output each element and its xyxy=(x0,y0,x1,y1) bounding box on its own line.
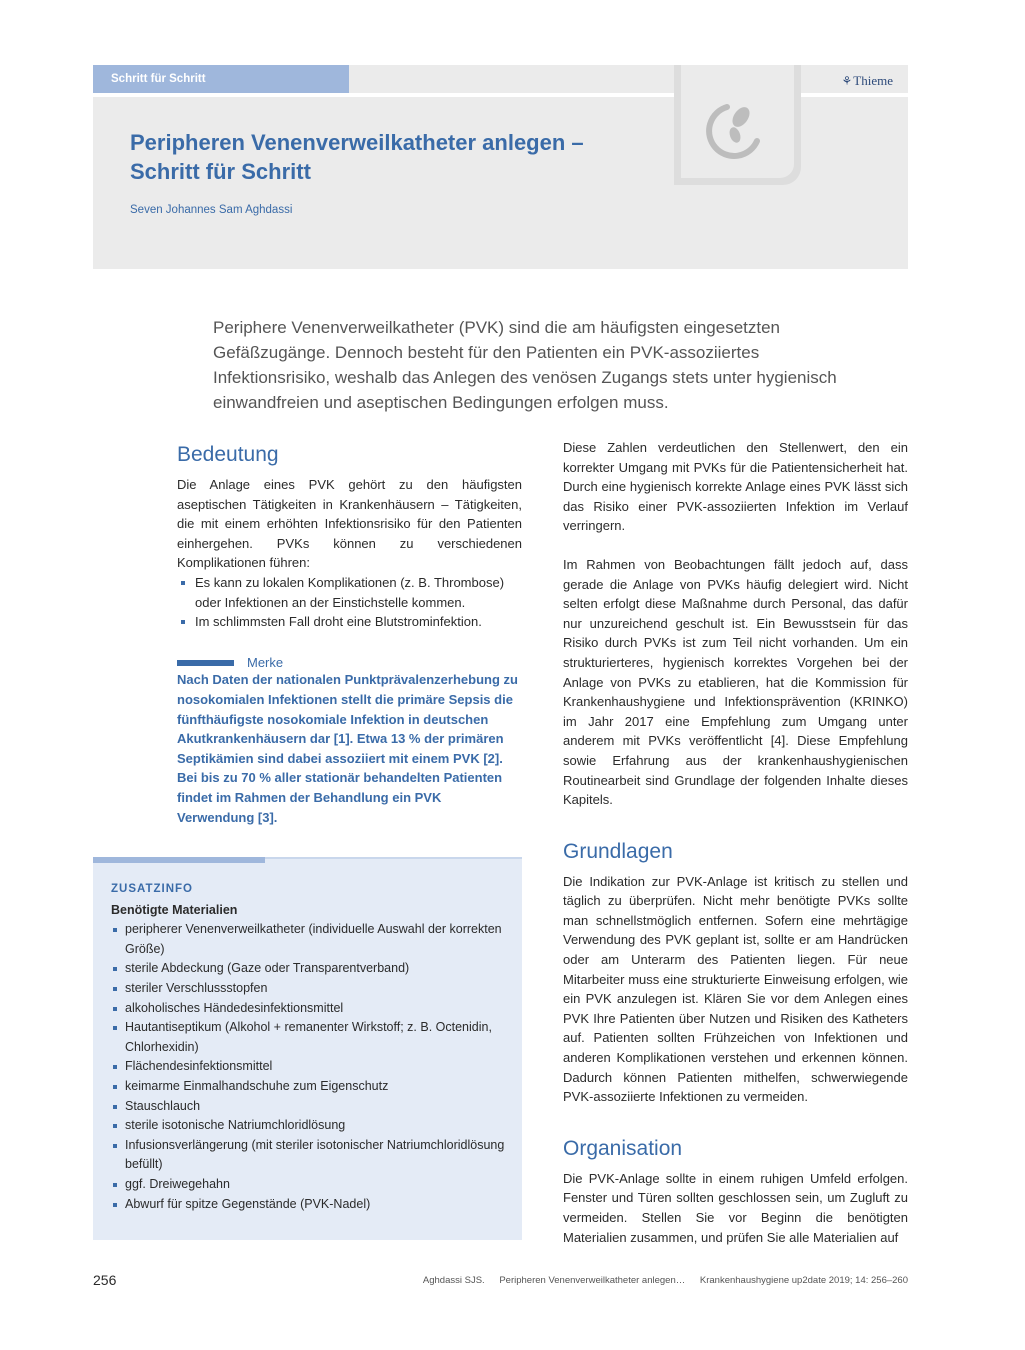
paragraph-grundlagen: Die Indikation zur PVK-Anlage ist kritisch zu stellen und täglich zu überprüfen. Nicht mehr benötigte PVKs sollte man schnellstmöglich entfernen. Sofern eine mehrtägige Verwendung des PVK geplant ist, sollte er am Handrücken oder am Unterarm des Patienten liegen. Für neue Mitarbeiter muss eine strukturierte Einweisung erfolgen, wie ein PVK anzulegen ist. Klären Sie vor dem Anlegen eines PVK Ihre Patienten über Nutzen und Risiken des Katheters auf. Patienten sollten Frühzeichen von Infektionen und anderen Komplikationen verstehen und erkennen können. Dadurch können Patienten mithelfen, schwerwiegende PVK-assoziierte Infektionen zu vermeiden. xyxy=(563,873,908,1105)
footer-citation xyxy=(423,1275,908,1286)
abstract: Periphere Venenverweilkatheter (PVK) sind die am häufigsten eingesetzten Gefäßzugänge. Dennoch besteht für den Patienten ein PVK-assoziiertes Infektionsrisiko, weshalb das Anlegen des venösen Zugangs stets unter hygienisch einwandfreien und aseptischen Bedingungen erfolgen muss. xyxy=(213,318,837,412)
info-box-accent xyxy=(93,857,265,863)
list-item: alkoholisches Händedesinfektionsmittel xyxy=(111,999,506,1019)
list-item: Es kann zu lokalen Komplikationen (z. B. Thrombose) oder Infektionen an der Einstichstelle kommen. xyxy=(177,573,522,612)
footsteps-icon xyxy=(705,101,767,161)
list-item: Im schlimmsten Fall droht eine Blutstrominfektion. xyxy=(177,612,522,632)
list-item: Flächendesinfektionsmittel xyxy=(111,1057,506,1077)
list-item: Stauschlauch xyxy=(111,1097,506,1117)
paragraph-beobachtungen: Im Rahmen von Beobachtungen fällt jedoch auf, dass gerade die Anlage von PVKs häufig delegiert wird. Nicht selten erfolgt diese Maßnahme durch Personal, das dafür nur unzureichend geschult ist. Ein Bewusstsein für das Risiko durch PVKs ist zum Teil nicht vorhanden. Um ein strukturierteres, hygienisch korrektes Vorgehen bei der Anlage von PVKs zu etablieren, hat die Kommission für Krankenhaushygiene und Infektionsprävention (KRINKO) im Jahr 2017 eine Empfehlung zum Umgang unter anderem mit PVKs veröffentlicht [4]. Diese Empfehlung sowie Erfahrung aus der krankenhaushygienischen Routinearbeit sind Grundlage der folgenden Inhalte dieses Kapitels. xyxy=(563,556,908,808)
logo-inner xyxy=(681,65,794,178)
publisher-name: Thieme xyxy=(853,73,893,88)
left-column xyxy=(177,442,522,827)
heading-grundlagen: Grundlagen xyxy=(563,839,673,863)
list-item: sterile isotonische Natriumchloridlösung xyxy=(111,1116,506,1136)
list-item: peripherer Venenverweilkatheter (individuelle Auswahl der korrekten Größe) xyxy=(111,920,506,959)
paragraph-bedeutung: Die Anlage eines PVK gehört zu den häufigsten aseptischen Tätigkeiten in Krankenhäusern – Tätigkeiten, die mit einem erhöhten Infektionsrisiko für den Patienten einhergehen. PVKs können zu verschiedenen Komplikationen führen: xyxy=(177,477,522,571)
list-item: Hautantiseptikum (Alkohol + remanenter Wirkstoff; z. B. Octenidin, Chlorhexidin) xyxy=(111,1018,506,1057)
section-logo xyxy=(674,65,801,185)
merke-text: Nach Daten der nationalen Punktprävalenzerhebung zu nosokomialen Infektionen stellt die primäre Sepsis die fünfthäufigste nosokomiale Infektion in deutschen Akutkrankenhäusern dar [1]. Etwa 13 % der primären Septikämien sind dabei assoziiert mit einem PVK [2]. Bei bis zu 70 % aller stationär behandelten Patienten findet im Rahmen der Behandlung ein PVK Verwendung [3]. xyxy=(177,672,518,825)
page-number: 256 xyxy=(93,1272,117,1288)
info-box-rule xyxy=(265,857,522,859)
citation-author: Aghdassi SJS. xyxy=(422,1275,485,1286)
article-title xyxy=(130,128,650,186)
info-kicker: ZUSATZINFO xyxy=(111,883,193,895)
paragraph-stellenwert: Diese Zahlen verdeutlichen den Stellenwert, den ein korrekter Umgang mit PVKs für die Patientensicherheit hat. Durch eine hygienisch korrekte Anlage eines PVK lässt sich das Risiko einer PVK-assoziierten Infektion im Verlauf verringern. xyxy=(563,440,908,534)
paragraph-organisation: Die PVK-Anlage sollte in einem ruhigen Umfeld erfolgen. Fenster und Türen sollten geschlossen sein, um Zugluft zu vermeiden. Stellen Sie vor Beginn die benötigten Materialien zusammen, und prüfen Sie alle Materialien auf xyxy=(563,1170,908,1245)
citation-journal: Krankenhaushygiene up2date 2019; 14: 256–260 xyxy=(699,1275,908,1286)
publisher-logo xyxy=(842,73,893,89)
complication-list xyxy=(177,573,522,632)
info-title: Benötigte Materialien xyxy=(111,902,238,917)
list-item: Infusionsverlängerung (mit steriler isotonischer Natriumchloridlösung befüllt) xyxy=(111,1136,506,1175)
right-column xyxy=(563,438,908,1247)
list-item: sterile Abdeckung (Gaze oder Transparentverband) xyxy=(111,959,506,979)
title-line-2: Schritt für Schritt xyxy=(130,159,311,184)
author: Seven Johannes Sam Aghdassi xyxy=(130,204,293,216)
list-item: steriler Verschlussstopfen xyxy=(111,979,506,999)
info-box xyxy=(93,857,522,1240)
list-item: keimarme Einmalhandschuhe zum Eigenschutz xyxy=(111,1077,506,1097)
materials-list xyxy=(111,920,506,1214)
citation-title: Peripheren Venenverweilkatheter anlegen… xyxy=(499,1275,686,1286)
section-label: Schritt für Schritt xyxy=(93,65,349,93)
info-box-content xyxy=(111,880,506,1214)
title-line-1: Peripheren Venenverweilkatheter anlegen – xyxy=(130,130,584,155)
merke-bar xyxy=(177,660,234,666)
heading-organisation: Organisation xyxy=(563,1136,683,1160)
heading-bedeutung: Bedeutung xyxy=(177,443,279,466)
thieme-logo-icon: ⚘ xyxy=(841,74,853,88)
merke-label: Merke xyxy=(247,654,284,670)
list-item: ggf. Dreiwegehahn xyxy=(111,1175,506,1195)
list-item: Abwurf für spitze Gegenstände (PVK-Nadel) xyxy=(111,1195,506,1215)
